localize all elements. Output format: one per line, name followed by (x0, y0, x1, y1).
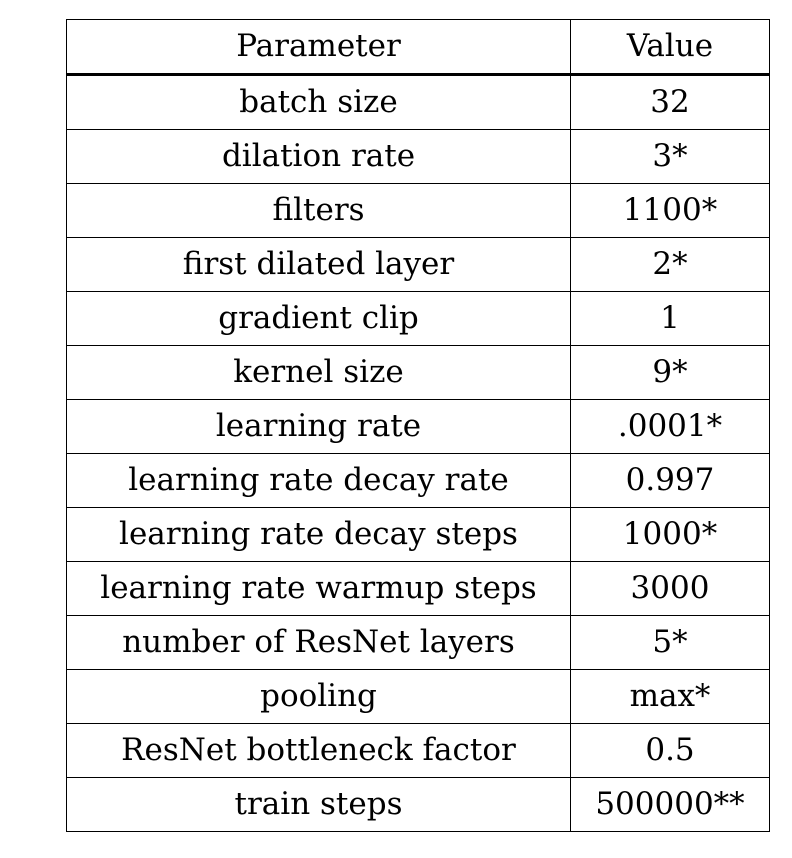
table-row (67, 75, 770, 130)
header-row (67, 20, 770, 75)
table-row (67, 130, 770, 184)
value-cell: 3* (571, 130, 770, 184)
value-cell: 0.997 (571, 454, 770, 508)
table-row (67, 778, 770, 832)
hyperparameter-table (66, 19, 770, 832)
value-cell: 0.5 (571, 724, 770, 778)
parameter-cell: learning rate warmup steps (67, 562, 571, 616)
value-cell: .0001* (571, 400, 770, 454)
parameter-cell: train steps (67, 778, 571, 832)
parameter-cell: filters (67, 184, 571, 238)
parameter-cell: ResNet bottleneck factor (67, 724, 571, 778)
table-row (67, 238, 770, 292)
table-row (67, 400, 770, 454)
parameter-cell: batch size (67, 75, 571, 130)
value-cell: 5* (571, 616, 770, 670)
parameter-cell: dilation rate (67, 130, 571, 184)
parameter-cell: gradient clip (67, 292, 571, 346)
value-cell: 9* (571, 346, 770, 400)
table-row (67, 346, 770, 400)
table-header (67, 20, 770, 75)
value-cell: 1 (571, 292, 770, 346)
parameter-cell: first dilated layer (67, 238, 571, 292)
value-cell: 1100* (571, 184, 770, 238)
table-row (67, 562, 770, 616)
header-parameter: Parameter (67, 20, 571, 75)
parameter-cell: pooling (67, 670, 571, 724)
value-cell: 500000** (571, 778, 770, 832)
value-cell: 2* (571, 238, 770, 292)
value-cell: 1000* (571, 508, 770, 562)
parameter-cell: learning rate (67, 400, 571, 454)
table-row (67, 670, 770, 724)
table-row (67, 508, 770, 562)
value-cell: 32 (571, 75, 770, 130)
header-value: Value (571, 20, 770, 75)
table-row (67, 724, 770, 778)
table-row (67, 616, 770, 670)
parameter-cell: kernel size (67, 346, 571, 400)
parameter-cell: learning rate decay steps (67, 508, 571, 562)
table-row (67, 184, 770, 238)
table-body (67, 75, 770, 832)
value-cell: max* (571, 670, 770, 724)
parameter-cell: learning rate decay rate (67, 454, 571, 508)
value-cell: 3000 (571, 562, 770, 616)
parameter-cell: number of ResNet layers (67, 616, 571, 670)
table-row (67, 454, 770, 508)
table-row (67, 292, 770, 346)
